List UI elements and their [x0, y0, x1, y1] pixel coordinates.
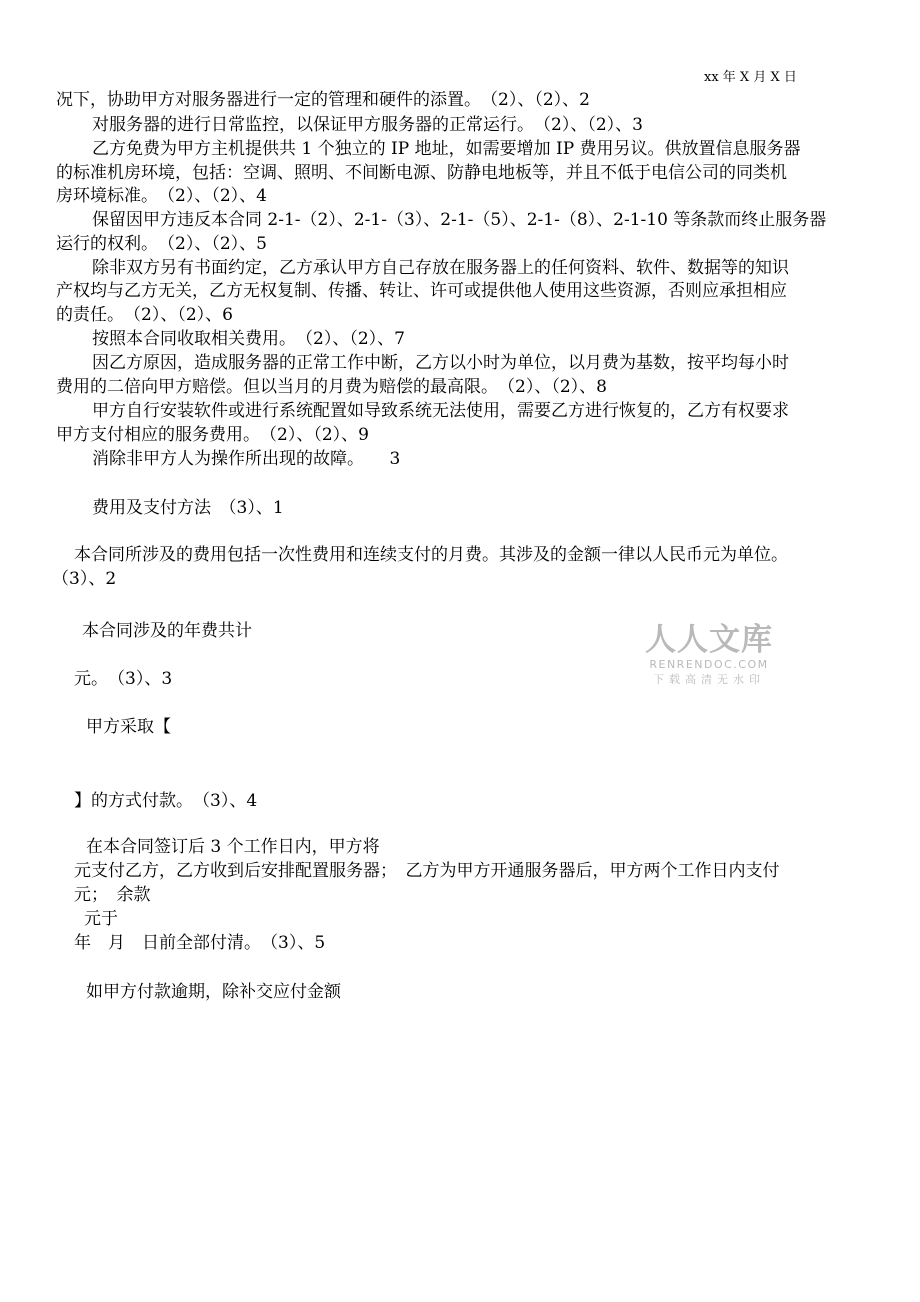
paragraph-line: 的标准机房环境，包括：空调、照明、不间断电源、防静电地板等，并且不低于电信公司的同类机: [56, 163, 787, 183]
paragraph-line: 产权均与乙方无关，乙方无权复制、传播、转让、许可或提供他人使用这些资源，否则应承担相应: [56, 281, 787, 301]
paragraph-line: 除非双方另有书面约定，乙方承认甲方自己存放在服务器上的任何资料、软件、数据等的知识: [92, 258, 789, 278]
paragraph-line: 元于: [84, 909, 118, 929]
watermark-logo: [644, 622, 774, 688]
header-date: xx 年 X 月 X 日: [704, 70, 797, 85]
paragraph-line: 元； 余款: [74, 885, 151, 905]
section-heading: 费用及支付方法 （3）、1: [92, 498, 284, 518]
paragraph-line: 甲方支付相应的服务费用。 （2）、（2）、9: [56, 425, 369, 445]
paragraph-line: 甲方自行安装软件或进行系统配置如导致系统无法使用，需要乙方进行恢复的，乙方有权要求: [92, 401, 789, 421]
paragraph-line: （3）、2: [52, 569, 117, 589]
paragraph-line: 本合同涉及的年费共计: [82, 621, 252, 641]
watermark-domain: RENRENDOC.COM: [649, 658, 769, 671]
paragraph-line: 】的方式付款。 （3）、4: [74, 791, 258, 811]
paragraph-line: 年 月 日前全部付清。 （3）、5: [74, 933, 326, 953]
paragraph-line: 保留因甲方违反本合同 2-1-（2）、2-1-（3）、2-1-（5）、2-1-（8）、2-1-10 等条款而终止服务器: [92, 210, 827, 230]
paragraph-line: 况下，协助甲方对服务器进行一定的管理和硬件的添置。 （2）、（2）、2: [56, 90, 590, 110]
paragraph-line: 按照本合同收取相关费用。 （2）、（2）、7: [92, 329, 405, 349]
paragraph-line: 元支付乙方，乙方收到后安排配置服务器； 乙方为甲方开通服务器后，甲方两个工作日内支付: [74, 861, 780, 881]
paragraph-line: 甲方采取【: [86, 717, 171, 737]
paragraph-line: 的责任。 （2）、（2）、6: [56, 305, 233, 325]
paragraph-line: 元。 （3）、3: [74, 669, 173, 689]
paragraph-line: 乙方免费为甲方主机提供共 1 个独立的 IP 地址，如需要增加 IP 费用另议。供放置信息服务器: [92, 139, 801, 159]
paragraph-line: 运行的权利。 （2）、（2）、5: [56, 234, 267, 254]
paragraph-line: 消除非甲方人为操作所出现的故障。 3: [92, 449, 401, 469]
paragraph-line: 因乙方原因，造成服务器的正常工作中断，乙方以小时为单位，以月费为基数，按平均每小时: [92, 353, 789, 373]
paragraph-line: 房环境标准。 （2）、（2）、4: [56, 186, 267, 206]
paragraph-line: 在本合同签订后 3 个工作日内，甲方将: [86, 837, 380, 857]
watermark-title: 人人文库: [645, 622, 773, 658]
paragraph-line: 对服务器的进行日常监控，以保证甲方服务器的正常运行。 （2）、（2）、3: [92, 115, 643, 135]
watermark-slogan: 下载高清无水印: [653, 673, 765, 686]
paragraph-line: 费用的二倍向甲方赔偿。但以当月的月费为赔偿的最高限。 （2）、（2）、8: [56, 377, 607, 397]
paragraph-line: 如甲方付款逾期，除补交应付金额: [86, 982, 341, 1002]
paragraph-line: 本合同所涉及的费用包括一次性费用和连续支付的月费。其涉及的金额一律以人民币元为单位。: [74, 545, 788, 565]
